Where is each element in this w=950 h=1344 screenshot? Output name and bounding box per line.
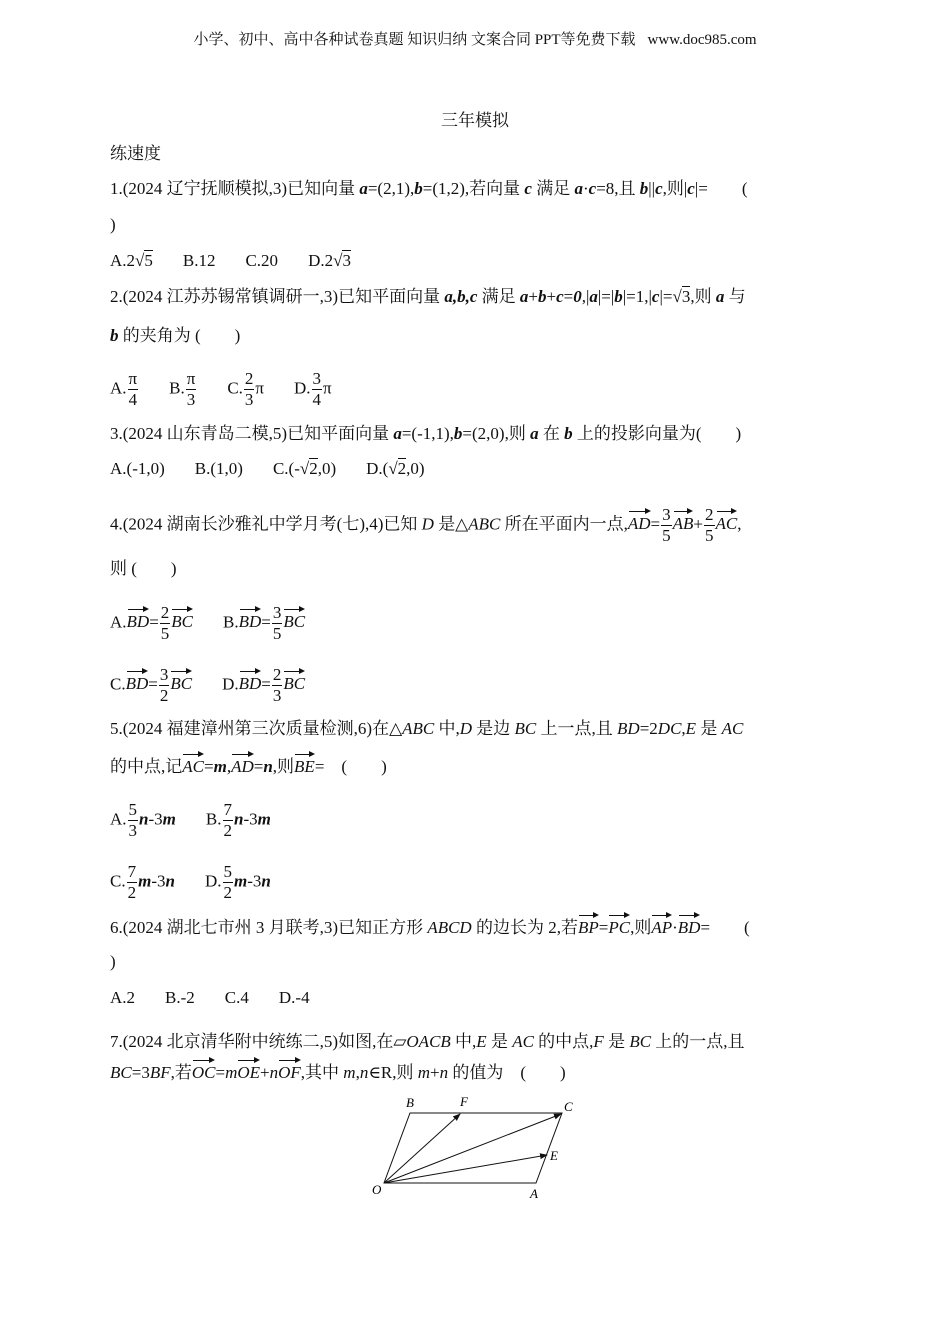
vector-symbol: b	[414, 179, 423, 198]
text: +	[260, 1063, 270, 1082]
text: ,则|	[662, 179, 688, 198]
answer-option	[205, 862, 271, 903]
q5-stem-cont	[110, 753, 387, 779]
fraction	[661, 505, 672, 546]
q3-stem	[110, 422, 741, 446]
answer-option	[110, 457, 165, 481]
answer-option	[245, 249, 278, 273]
vector-symbol: c	[687, 179, 695, 198]
fraction	[127, 862, 138, 903]
vector-symbol: b	[110, 326, 119, 345]
answer-option	[110, 800, 176, 841]
math-variable: n	[269, 1063, 279, 1082]
text: 上的投影向量为( )	[572, 424, 742, 443]
q4-options-cd	[110, 665, 335, 706]
vector-notation: PC	[608, 914, 630, 940]
answer-option	[110, 986, 135, 1010]
text: 4.(2024 湖南长沙雅礼中学月考(七),4)已知	[110, 514, 422, 534]
answer-option	[222, 665, 305, 706]
header-text: 小学、初中、高中各种试卷真题 知识归纳 文案合同 PPT等免费下载	[193, 32, 636, 48]
answer-option	[110, 603, 193, 644]
vector-oe	[384, 1155, 547, 1183]
label-b: B	[406, 1095, 414, 1110]
text: 满足	[477, 287, 520, 306]
text: =3	[131, 1063, 150, 1082]
numerator: 3	[272, 603, 282, 622]
radicand: 2	[309, 459, 318, 478]
answer-option	[366, 457, 424, 481]
text: -3	[243, 809, 258, 829]
label-a: A	[530, 1186, 538, 1201]
text: =8,且	[596, 179, 640, 198]
text: =	[650, 514, 661, 534]
vector-symbol: a	[574, 179, 583, 198]
q3-options	[110, 457, 455, 481]
numerator: 5	[223, 862, 232, 881]
math-variable: E	[685, 719, 697, 738]
vector-symbol: a	[359, 179, 368, 198]
math-variable: BC	[629, 1032, 652, 1051]
text: +	[693, 514, 704, 534]
q5-options-cd	[110, 862, 301, 903]
fraction	[128, 369, 139, 410]
vector-symbol: b	[564, 424, 573, 443]
text: =	[261, 674, 271, 694]
math-variable: n	[439, 1063, 449, 1082]
vector-symbol: n	[261, 871, 271, 891]
text: =	[563, 287, 574, 306]
answer-option	[279, 986, 310, 1010]
answer-option	[206, 800, 271, 841]
text: C.	[227, 378, 243, 398]
vector-notation: AC	[182, 753, 204, 779]
text: ·	[582, 179, 589, 198]
text: 与	[724, 287, 746, 306]
text: -3	[148, 809, 163, 829]
answer-option	[308, 249, 351, 273]
radical-sign: √	[299, 459, 310, 478]
answer-option	[110, 369, 139, 410]
radicand: 3	[681, 287, 691, 306]
text: 的中点,	[533, 1032, 594, 1051]
text: ,	[737, 514, 742, 534]
vector-symbol: n	[139, 809, 149, 829]
q4-stem	[110, 505, 742, 546]
vector-notation: BD	[127, 608, 150, 634]
vector-notation: AD	[231, 753, 254, 779]
q6-options	[110, 986, 340, 1010]
text: 满足	[531, 179, 575, 198]
q5-stem	[110, 717, 743, 741]
text: 所在平面内一点,	[500, 514, 628, 534]
vector-notation: OF	[278, 1059, 301, 1085]
text: C.(-	[272, 459, 300, 478]
vector-oc	[384, 1114, 561, 1183]
vector-symbol: m	[257, 809, 271, 829]
fraction	[160, 603, 171, 644]
text: B.	[223, 612, 239, 632]
vector-symbol: a	[715, 287, 725, 306]
text: D.	[204, 871, 222, 891]
text: ,则	[630, 918, 652, 937]
math-variable: DC	[657, 719, 682, 738]
fraction	[223, 862, 234, 903]
numerator: 3	[312, 369, 322, 388]
square-root	[333, 249, 351, 273]
header-url[interactable]: www.doc985.com	[647, 32, 757, 48]
q5-options-ab	[110, 800, 301, 841]
q2-stem-cont	[110, 324, 240, 348]
denominator: 5	[272, 624, 282, 643]
denominator: 2	[223, 821, 232, 840]
text: 是	[696, 719, 722, 738]
denominator: 3	[272, 686, 282, 705]
answer-option	[110, 249, 153, 273]
text: -3	[151, 871, 166, 891]
math-variable: BF	[149, 1063, 171, 1082]
text: +	[546, 287, 557, 306]
vector-symbol: m	[213, 757, 227, 776]
q1-options	[110, 249, 381, 273]
math-variable: F	[593, 1032, 604, 1051]
denominator: 5	[662, 526, 671, 545]
answer-option	[225, 986, 249, 1010]
q1-stem-cont	[110, 213, 116, 237]
fraction	[159, 665, 170, 706]
math-variable: BD	[617, 719, 640, 738]
answer-option	[273, 457, 336, 481]
denominator: 3	[186, 390, 196, 409]
text: B.-2	[165, 988, 195, 1007]
denominator: 3	[128, 821, 138, 840]
vector-symbol: b	[453, 424, 463, 443]
text: ∈R,则	[368, 1063, 418, 1082]
page-title: 三年模拟	[441, 111, 509, 130]
vector-symbol: c	[556, 287, 564, 306]
text: 的边长为 2,若	[471, 918, 578, 937]
math-variable: OACB	[406, 1032, 451, 1051]
answer-option	[110, 665, 192, 706]
text: =	[148, 674, 158, 694]
text: A.	[110, 809, 127, 829]
text: -3	[247, 871, 262, 891]
vector-symbol: b	[639, 179, 649, 198]
text: 6.(2024 湖北七市州 3 月联考,3)已知正方形	[110, 918, 428, 937]
text: π	[255, 378, 264, 398]
math-variable: AC	[721, 719, 744, 738]
text: 则 ( )	[110, 559, 177, 578]
text: 是	[603, 1032, 630, 1051]
numerator: π	[128, 369, 138, 388]
text: 的值为 ( )	[448, 1063, 566, 1082]
numerator: 2	[272, 665, 282, 684]
q4-stem-cont	[110, 557, 177, 581]
numerator: π	[186, 369, 196, 388]
text: D.	[294, 378, 311, 398]
fraction	[272, 603, 283, 644]
fraction	[128, 800, 139, 841]
answer-option	[195, 457, 243, 481]
numerator: 2	[160, 603, 170, 622]
math-variable: m	[343, 1063, 356, 1082]
vector-notation: BP	[578, 914, 599, 940]
numerator: 2	[244, 369, 254, 388]
text: A.	[110, 378, 127, 398]
answer-option	[110, 862, 175, 903]
answer-option	[227, 369, 264, 410]
text: =	[261, 612, 271, 632]
section-heading: 练速度	[110, 144, 161, 163]
label-f: F	[460, 1094, 468, 1109]
radical-sign: √	[388, 459, 398, 478]
q6-stem-cont	[110, 950, 116, 974]
radical-sign: √	[333, 251, 343, 270]
q7-stem-cont	[110, 1059, 566, 1085]
text: B.12	[182, 251, 216, 270]
math-variable: ABC	[468, 514, 501, 534]
text: A.	[110, 612, 127, 632]
text: =(-1,1),	[401, 424, 454, 443]
answer-option	[169, 369, 197, 410]
text: |=1,|	[622, 287, 652, 306]
numerator: 3	[662, 505, 671, 524]
vector-symbol: b	[614, 287, 623, 306]
answer-option	[183, 249, 216, 273]
vector-notation: AB	[673, 510, 694, 536]
math-variable: ABCD	[427, 918, 472, 937]
vector-symbol: c	[524, 179, 532, 198]
text: ||	[648, 179, 656, 198]
vector-symbol: b	[537, 287, 547, 306]
text: B.	[169, 378, 185, 398]
text: A.2	[110, 988, 136, 1007]
numerator: 2	[705, 505, 714, 524]
q4-options-ab	[110, 603, 335, 644]
vector-symbol: a,b,c	[444, 287, 478, 306]
denominator: 4	[128, 390, 138, 409]
text: )	[110, 952, 116, 971]
vector-symbol: 0	[573, 287, 582, 306]
vector-symbol: c	[651, 287, 660, 306]
text: |=|	[597, 287, 615, 306]
text: D.(	[366, 459, 389, 478]
math-variable: n	[359, 1063, 369, 1082]
fraction	[223, 800, 234, 841]
vector-notation: BE	[294, 753, 315, 779]
numerator: 7	[223, 800, 232, 819]
text: |= (	[694, 179, 748, 198]
denominator: 5	[705, 526, 714, 545]
vector-notation: BC	[171, 608, 193, 634]
text: ·	[672, 918, 678, 937]
q2-options	[110, 369, 362, 410]
vector-notation: OE	[237, 1059, 260, 1085]
text: B.	[205, 809, 222, 829]
text: 的中点,记	[110, 757, 183, 776]
text: 3.(2024 山东青岛二模,5)已知平面向量	[110, 424, 394, 443]
text: C.	[110, 674, 126, 694]
text: ,0)	[406, 459, 425, 478]
numerator: 5	[128, 800, 138, 819]
square-root	[672, 285, 690, 309]
vector-notation: BD	[126, 670, 149, 696]
label-o: O	[372, 1182, 382, 1197]
square-root	[135, 249, 153, 273]
vector-notation: BD	[239, 670, 262, 696]
text: 中,	[450, 1032, 477, 1051]
fraction	[312, 369, 323, 410]
text: π	[323, 378, 332, 398]
q2-stem	[110, 285, 746, 309]
text: =	[203, 757, 214, 776]
numerator: 3	[159, 665, 169, 684]
square-root	[388, 457, 406, 481]
label-e: E	[550, 1148, 558, 1163]
answer-option	[223, 603, 305, 644]
fraction	[244, 369, 255, 410]
vector-symbol: n	[263, 757, 273, 776]
vector-symbol: m	[138, 871, 152, 891]
text: 1.(2024 辽宁抚顺模拟,3)已知向量	[110, 179, 360, 198]
text: ,	[681, 719, 686, 738]
vector-notation: OC	[192, 1059, 216, 1085]
text: 中,	[434, 719, 460, 738]
vector-notation: BC	[283, 670, 305, 696]
answer-option	[165, 986, 195, 1010]
text: )	[110, 215, 116, 234]
vector-notation: AC	[716, 510, 738, 536]
vector-symbol: a	[519, 287, 529, 306]
text: D.-4	[278, 988, 310, 1007]
vector-of	[384, 1114, 460, 1183]
text: ,其中	[300, 1063, 344, 1082]
math-variable: m	[417, 1063, 431, 1082]
denominator: 4	[312, 390, 322, 409]
denominator: 2	[127, 883, 137, 902]
text: A.2	[110, 251, 136, 270]
vector-symbol: a	[530, 424, 539, 443]
denominator: 3	[244, 390, 254, 409]
square-root	[300, 457, 318, 481]
text: 7.(2024 北京清华附中统练二,5)如图,在▱	[110, 1032, 407, 1051]
text: D.2	[308, 251, 334, 270]
text: ,若	[170, 1063, 192, 1082]
text: =(2,0),则	[462, 424, 531, 443]
math-variable: BC	[110, 1063, 132, 1082]
text: ,则	[272, 757, 295, 776]
text: =2	[639, 719, 658, 738]
radicand: 3	[342, 251, 351, 270]
label-c: C	[564, 1099, 573, 1114]
denominator: 2	[223, 883, 232, 902]
denominator: 5	[160, 624, 170, 643]
math-variable: m	[225, 1063, 238, 1082]
text: B.(1,0)	[194, 459, 243, 478]
text: =	[149, 612, 159, 632]
text: 的夹角为 ( )	[118, 326, 241, 345]
vector-symbol: m	[162, 809, 176, 829]
text: ,	[226, 757, 232, 776]
vector-symbol: c	[588, 179, 597, 198]
vector-notation: BC	[283, 608, 305, 634]
text: ,|	[581, 287, 590, 306]
text: 2.(2024 江苏苏锡常镇调研一,3)已知平面向量	[110, 287, 445, 306]
text: =(1,2),若向量	[422, 179, 525, 198]
vector-notation: AD	[628, 510, 651, 536]
text: = (	[700, 918, 750, 937]
text: 5.(2024 福建漳州第三次质量检测,6)在△	[110, 719, 403, 738]
text: =(2,1),	[367, 179, 415, 198]
vector-symbol: n	[234, 809, 244, 829]
fraction	[704, 505, 715, 546]
text: ,	[355, 1063, 360, 1082]
text: C.4	[224, 988, 249, 1007]
vector-notation: AP	[651, 914, 672, 940]
text: C.20	[245, 251, 279, 270]
vector-notation: BD	[239, 608, 262, 634]
fraction	[272, 665, 283, 706]
parallelogram-figure	[360, 1090, 590, 1205]
text: 是△	[433, 514, 469, 534]
text: =	[253, 757, 264, 776]
q6-stem	[110, 914, 750, 940]
text: 是边	[472, 719, 515, 738]
text: A.(-1,0)	[110, 459, 165, 478]
text: 上一点,且	[536, 719, 618, 738]
text: ,0)	[317, 459, 337, 478]
math-variable: D	[459, 719, 473, 738]
radical-sign: √	[672, 287, 682, 306]
math-variable: D	[421, 514, 434, 534]
vector-symbol: a	[393, 424, 402, 443]
fraction	[186, 369, 197, 410]
text: D.	[222, 674, 239, 694]
vector-symbol: c	[655, 179, 663, 198]
vector-notation: BC	[170, 670, 192, 696]
answer-option	[294, 369, 332, 410]
math-variable: E	[476, 1032, 487, 1051]
numerator: 7	[127, 862, 137, 881]
text: =	[215, 1063, 226, 1082]
text: |=	[659, 287, 673, 306]
text: ,则	[690, 287, 716, 306]
vector-symbol: m	[234, 871, 248, 891]
q1-stem	[110, 177, 748, 201]
text: 上的一点,且	[651, 1032, 745, 1051]
text: 是	[486, 1032, 513, 1051]
text: 在	[538, 424, 565, 443]
text: +	[528, 287, 538, 306]
vector-symbol: a	[589, 287, 598, 306]
text: =	[598, 918, 609, 937]
math-variable: AC	[512, 1032, 534, 1051]
radicand: 2	[397, 459, 407, 478]
page-header	[0, 28, 950, 49]
radical-sign: √	[135, 251, 145, 270]
radicand: 5	[144, 251, 153, 270]
denominator: 2	[159, 686, 169, 705]
text: = ( )	[314, 757, 387, 776]
text: C.	[110, 871, 126, 891]
vector-symbol: n	[165, 871, 175, 891]
q7-stem	[110, 1030, 745, 1054]
text: +	[430, 1063, 440, 1082]
math-variable: BC	[514, 719, 537, 738]
math-variable: ABC	[402, 719, 435, 738]
vector-notation: BD	[678, 914, 701, 940]
